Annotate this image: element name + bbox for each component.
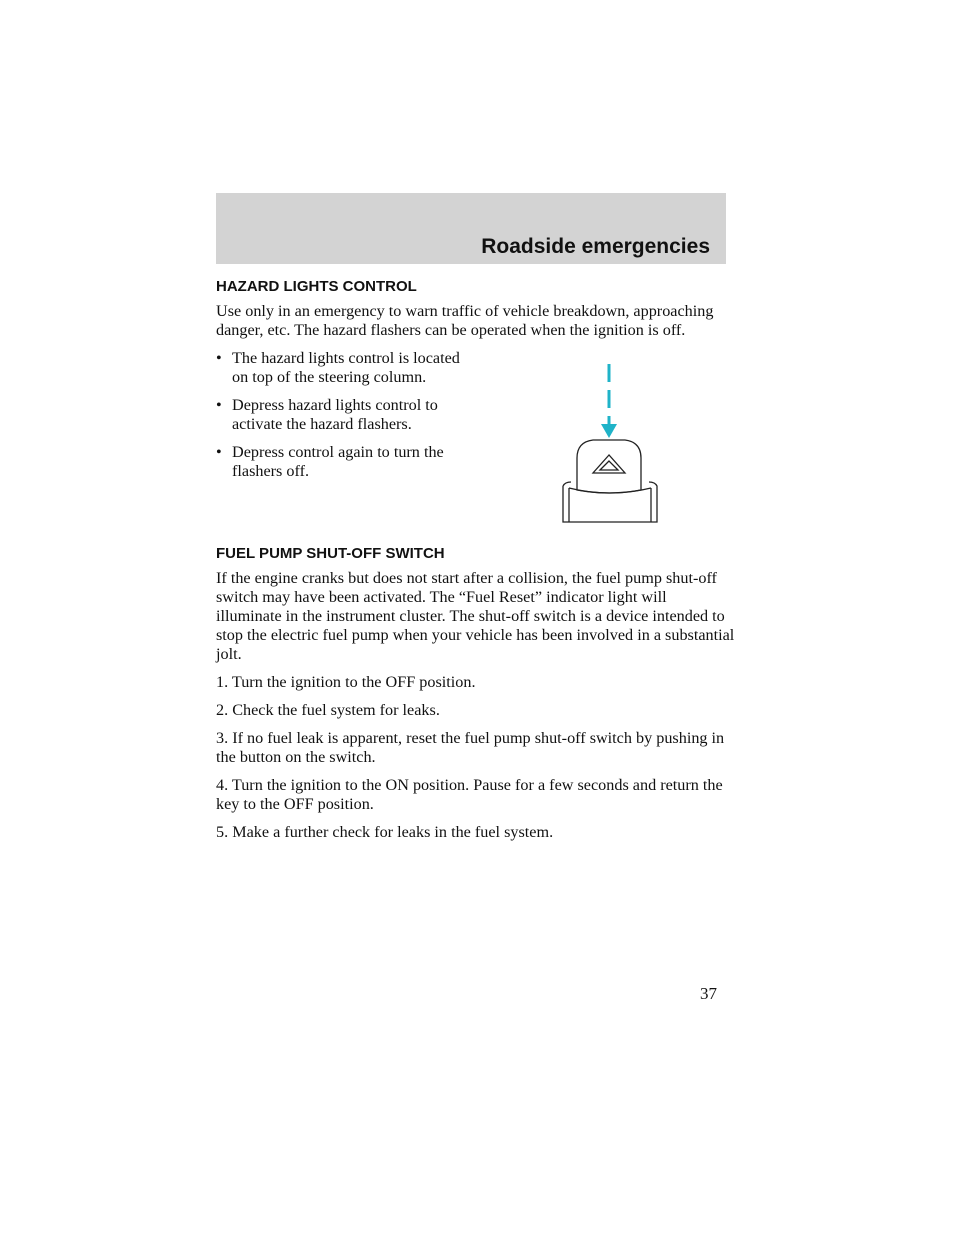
bullet-icon: • <box>216 443 222 461</box>
bullet-icon: • <box>216 396 222 414</box>
hazard-switch-icon <box>555 362 665 528</box>
list-item <box>216 443 478 481</box>
pointer-arrow-icon <box>601 364 617 438</box>
fuel-step-3: 3. If no fuel leak is apparent, reset the fuel pump shut-off switch by pushing in the button on the switch. <box>216 729 725 766</box>
section-header-bar <box>216 193 726 264</box>
bullet-text: The hazard lights control is located on top of the steering column. <box>232 349 460 386</box>
list-item <box>216 396 478 434</box>
fuel-step-2: 2. Check the fuel system for leaks. <box>216 701 440 719</box>
fuel-section <box>216 545 736 851</box>
fuel-intro: If the engine cranks but does not start after a collision, the fuel pump shut-off switch may have been activated. The “Fuel Reset” indicator light will illuminate in the instrument cluster. The shut-off switch is a device intended to stop the electric fuel pump when your vehicle has been involved in a substantial jolt. <box>216 569 735 663</box>
fuel-step-5: 5. Make a further check for leaks in the fuel system. <box>216 823 554 841</box>
fuel-step-4: 4. Turn the ignition to the ON position. Pause for a few seconds and return the key to the OFF position. <box>216 776 723 813</box>
section-title: Roadside emergencies <box>481 235 710 258</box>
list-item <box>216 349 478 387</box>
hazard-bullet-list <box>216 349 478 481</box>
hazard-button-icon <box>563 440 657 522</box>
bullet-text: Depress hazard lights control to activate the hazard flashers. <box>232 396 438 433</box>
hazard-heading: HAZARD LIGHTS CONTROL <box>216 278 417 295</box>
bullet-text: Depress control again to turn the flashers off. <box>232 443 444 480</box>
bullet-icon: • <box>216 349 222 367</box>
fuel-step-1: 1. Turn the ignition to the OFF position. <box>216 673 476 691</box>
hazard-switch-illustration <box>555 362 665 528</box>
page-number: 37 <box>700 984 717 1003</box>
hazard-intro: Use only in an emergency to warn traffic of vehicle breakdown, approaching danger, etc. The hazard flashers can be operated when the ignition is off. <box>216 302 714 339</box>
fuel-heading: FUEL PUMP SHUT-OFF SWITCH <box>216 545 445 562</box>
